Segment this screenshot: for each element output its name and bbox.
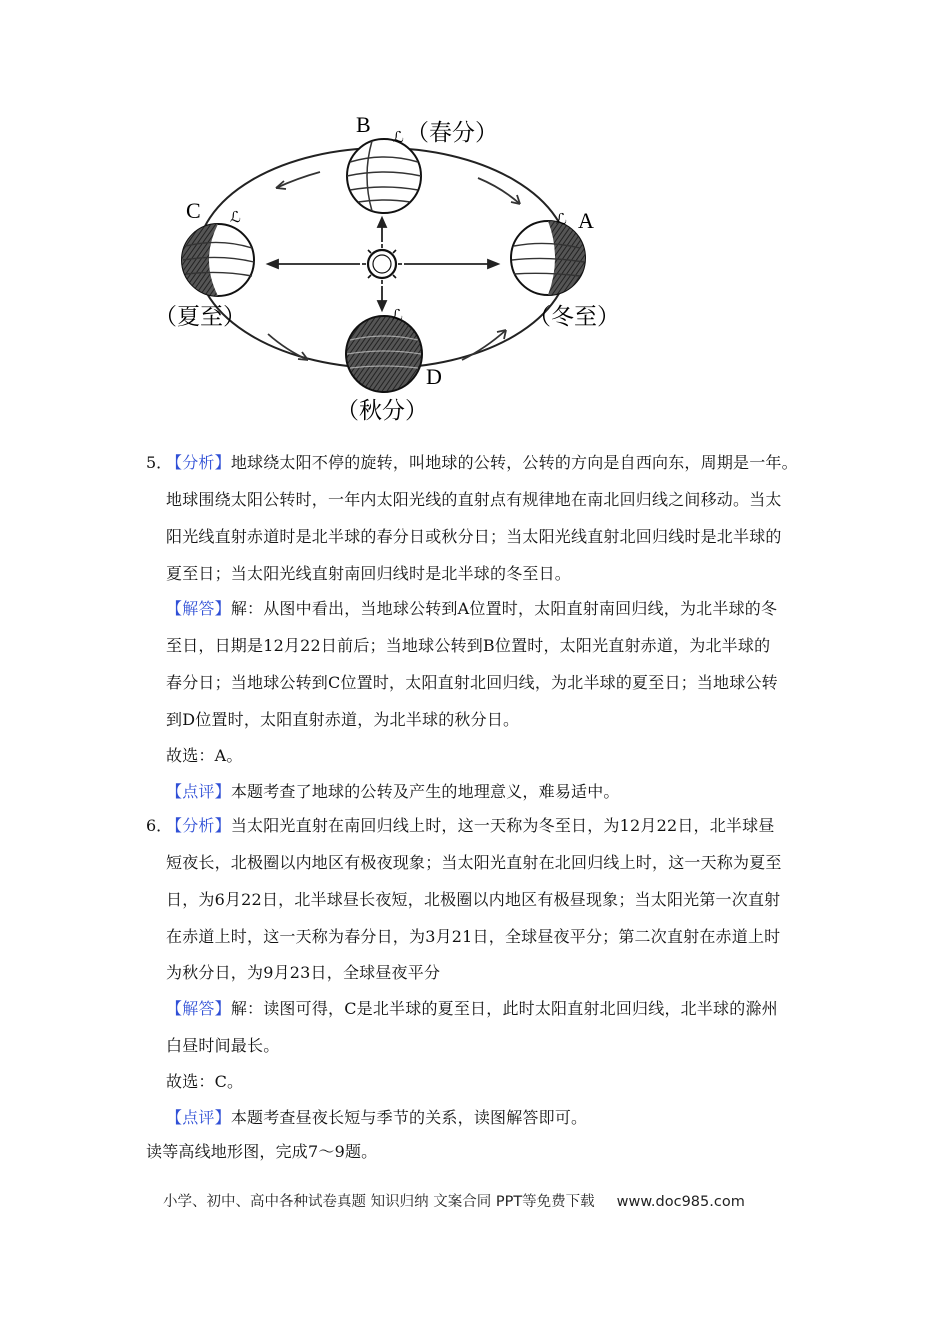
q5-fenxi-line: 夏至日；当太阳光线直射南回归线时是北半球的冬至日。: [166, 564, 572, 583]
earth-d-globe: [346, 316, 422, 392]
sun-icon: [362, 244, 402, 284]
q6-jieda-line: 白昼时间最长。: [166, 1036, 280, 1055]
earth-a-label: A: [578, 208, 594, 233]
q6-fenxi-line: 日，为6月22日，北半球昼长夜短，北极圈以内地区有极昼现象；当太阳光第一次直射: [166, 890, 781, 909]
question-6-number: 6．: [146, 816, 173, 835]
q5-dianping-text: 本题考查了地球的公转及产生的地理意义，难易适中。: [230, 782, 620, 801]
q5-jieda-text: 解：从图中看出，当地球公转到A位置时，太阳直射南回归线，为北半球的冬: [230, 599, 778, 618]
section-intro: 读等高线地形图，完成7～9题。: [146, 1142, 378, 1161]
q5-dianping-line: [166, 782, 620, 802]
q5-fenxi-tag: 【分析】: [166, 453, 231, 472]
earth-a-globe: [511, 221, 585, 295]
q6-answer: 故选：C。: [166, 1072, 244, 1091]
earth-c-globe: [182, 224, 254, 296]
q6-dianping-text: 本题考查昼夜长短与季节的关系，读图解答即可。: [230, 1108, 588, 1127]
q6-fenxi-line: 在赤道上时，这一天称为春分日，为3月21日，全球昼夜平分；第二次直射在赤道上时: [166, 927, 781, 946]
axis-symbol-c: ℒ: [230, 208, 241, 226]
q5-fenxi-line: 地球围绕太阳公转时，一年内太阳光线的直射点有规律地在南北回归线之间移动。当太: [166, 490, 782, 509]
q5-jieda-line: 至日，日期是12月22日前后；当地球公转到B位置时，太阳光直射赤道，为北半球的: [166, 636, 771, 655]
q6-jieda-line: [166, 999, 778, 1019]
earth-c-label: C: [186, 198, 201, 223]
axis-symbol-d: ℒ: [392, 306, 403, 324]
q6-fenxi-text: 当太阳光直射在南回归线上时，这一天称为冬至日，为12月22日，北半球昼: [230, 816, 775, 835]
earth-d-label: D: [426, 364, 442, 389]
q6-dianping-tag: 【点评】: [166, 1108, 231, 1127]
earth-orbit-diagram: [150, 108, 630, 426]
earth-b-label: B: [356, 112, 371, 137]
footer-text: 小学、初中、高中各种试卷真题 知识归纳 文案合同 PPT等免费下载: [163, 1194, 595, 1210]
q5-answer: 故选：A。: [166, 746, 243, 765]
q6-fenxi-line: 短夜长，北极圈以内地区有极夜现象；当太阳光直射在北回归线上时，这一天称为夏至: [166, 853, 782, 872]
q6-dianping-line: [166, 1108, 587, 1128]
q5-jieda-line: 春分日；当地球公转到C位置时，太阳直射北回归线，为北半球的夏至日；当地球公转: [166, 673, 778, 692]
earth-c-season: （夏至）: [154, 304, 246, 330]
q5-fenxi-line: [166, 453, 798, 473]
axis-symbol-a: ℒ: [556, 210, 567, 228]
earth-d-season: （秋分）: [336, 398, 428, 424]
q5-jieda-tag: 【解答】: [166, 599, 231, 618]
earth-b-season: （春分）: [406, 120, 498, 146]
q6-fenxi-line: 为秋分日，为9月23日，全球昼夜平分: [166, 963, 441, 982]
q6-jieda-tag: 【解答】: [166, 999, 231, 1018]
earth-a-season: （冬至）: [528, 304, 620, 330]
q5-dianping-tag: 【点评】: [166, 782, 231, 801]
axis-symbol-b: ℒ: [393, 128, 404, 146]
earth-b-globe: [347, 139, 421, 213]
q5-jieda-line: [166, 599, 777, 619]
q6-fenxi-tag: 【分析】: [166, 816, 231, 835]
q6-jieda-text: 解：读图可得，C是北半球的夏至日，此时太阳直射北回归线，北半球的滁州: [230, 999, 778, 1018]
q5-jieda-line: 到D位置时，太阳直射赤道，为北半球的秋分日。: [166, 710, 520, 729]
page-footer: [163, 1192, 745, 1212]
footer-url[interactable]: www.doc985.com: [616, 1194, 745, 1210]
q6-fenxi-line: [166, 816, 775, 836]
q5-fenxi-line: 阳光线直射赤道时是北半球的春分日或秋分日；当太阳光线直射北回归线时是北半球的: [166, 527, 782, 546]
question-5-number: 5．: [146, 453, 173, 472]
q5-fenxi-text: 地球绕太阳不停的旋转，叫地球的公转，公转的方向是自西向东，周期是一年。: [230, 453, 798, 472]
